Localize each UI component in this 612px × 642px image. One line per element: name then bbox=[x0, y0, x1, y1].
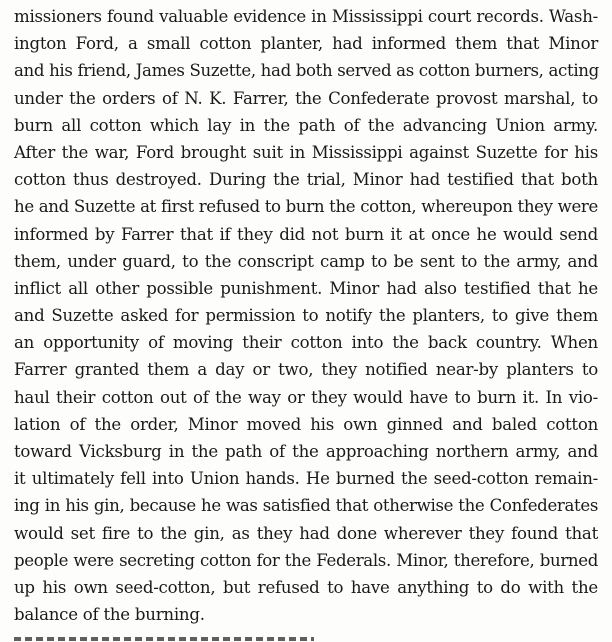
text-line: informed by Farrer that if they did not burn it at once he would send bbox=[14, 224, 598, 244]
text-line-last: balance of the burning. bbox=[14, 605, 205, 625]
text-line: and Suzette asked for permission to notify the planters, to give them bbox=[14, 306, 598, 326]
text-line: After the war, Ford brought suit in Mississippi against Suzette for his bbox=[14, 142, 598, 162]
text-line: it ultimately fell into Union hands. He burned the seed-cotton remain- bbox=[14, 469, 598, 489]
text-line: haul their cotton out of the way or they would have to burn it. In vio- bbox=[14, 387, 598, 407]
text-line: an opportunity of moving their cotton into the back country. When bbox=[14, 333, 598, 353]
text-line: he and Suzette at first refused to burn the cotton, whereupon they were bbox=[14, 197, 598, 217]
text-line: and his friend, James Suzette, had both served as cotton burners, acting bbox=[14, 61, 599, 81]
text-line: up his own seed-cotton, but refused to have anything to do with the bbox=[14, 577, 598, 597]
text-line: toward Vicksburg in the path of the approaching northern army, and bbox=[14, 442, 598, 461]
text-line: them, under guard, to the conscript camp to be sent to the army, and bbox=[14, 251, 598, 271]
text-line: ing in his gin, because he was satisfied that otherwise the Confederates bbox=[14, 496, 598, 516]
text-line: Farrer granted them a day or two, they notified near-by planters to bbox=[14, 360, 598, 380]
cropped-next-line bbox=[14, 631, 314, 642]
text-line: cotton thus destroyed. During the trial, Minor had testified that both bbox=[14, 170, 598, 190]
text-line: burn all cotton which lay in the path of the advancing Union army. bbox=[14, 115, 598, 135]
text-line: ington Ford, a small cotton planter, had informed them that Minor bbox=[14, 34, 598, 54]
text-line: people were secreting cotton for the Federals. Minor, therefore, burned bbox=[14, 550, 598, 570]
body-paragraph bbox=[14, 3, 598, 628]
text-line: missioners found valuable evidence in Mississippi court records. Wash- bbox=[14, 7, 598, 26]
text-line: under the orders of N. K. Farrer, the Confederate provost marshal, to bbox=[14, 88, 598, 108]
text-line: lation of the order, Minor moved his own ginned and baled cotton bbox=[14, 414, 598, 434]
text-line: inflict all other possible punishment. Minor had also testified that he bbox=[14, 278, 598, 298]
text-line: would set fire to the gin, as they had done wherever they found that bbox=[14, 523, 598, 543]
